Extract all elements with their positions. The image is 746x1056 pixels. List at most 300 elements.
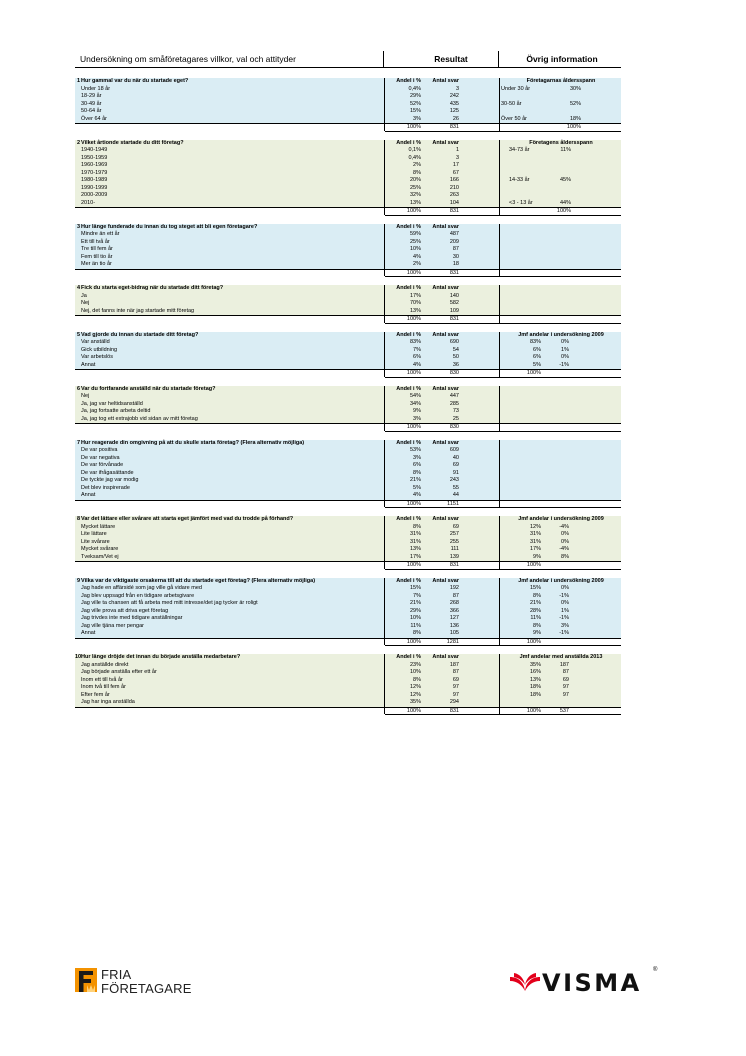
question-header-row: [75, 578, 621, 586]
column-divider: [499, 140, 500, 215]
row-label: Annat: [81, 630, 96, 636]
info-value: 9%: [533, 553, 541, 560]
column-divider: [384, 578, 385, 646]
row-percent: 4%: [413, 361, 421, 368]
info-column-header: Jmf andelar i undersökning 2009: [518, 331, 604, 338]
info-value: 69: [562, 676, 569, 683]
row-count: 366: [449, 607, 459, 614]
row-label: De tyckte jag var modig: [81, 477, 139, 483]
total-percent: 100%: [406, 269, 421, 276]
question-header-row: [75, 224, 621, 232]
column-divider: [499, 578, 500, 646]
row-count: 44: [452, 492, 459, 498]
question-text: Hur gammal var du när du startade eget?: [81, 78, 189, 84]
table-row: [75, 623, 621, 631]
row-percent: 6%: [413, 462, 421, 468]
question-number: 7: [76, 439, 80, 446]
total-count: 831: [449, 316, 459, 322]
row-percent: 29%: [409, 93, 421, 99]
row-percent: 59%: [409, 231, 421, 237]
row-percent: 0,4%: [408, 154, 421, 161]
row-count: 104: [449, 199, 459, 206]
row-label: Jag trivdes inte med tidigare anställningar: [81, 615, 183, 621]
table-row: [75, 177, 621, 185]
table-row: [75, 347, 621, 355]
row-label: 30-49 år: [81, 100, 102, 107]
question-header-row: [75, 78, 621, 86]
row-percent: 11%: [410, 622, 421, 629]
table-row: [75, 662, 621, 670]
row-percent: 9%: [413, 408, 421, 414]
row-percent: 0,1%: [408, 147, 421, 153]
andel-column-header: Andel i %: [396, 139, 421, 146]
info-value: 44%: [559, 199, 571, 206]
row-count: 69: [452, 523, 459, 530]
row-label: De var förvånade: [81, 462, 124, 468]
info-column-header: Jmf andelar med anställda 2013: [519, 654, 603, 660]
info-value: 8%: [533, 592, 541, 599]
table-row: [75, 600, 621, 608]
info-value: 17%: [529, 546, 541, 552]
column-divider: [499, 78, 500, 131]
row-label: Mycket svårare: [81, 546, 119, 552]
column-divider: [384, 654, 385, 714]
antal-column-header: Antal svar: [432, 654, 459, 660]
row-percent: 3%: [413, 415, 421, 422]
question-number: 5: [76, 331, 80, 338]
total-count: 831: [449, 707, 459, 714]
table-row: [75, 162, 621, 170]
row-count: 209: [449, 238, 459, 245]
row-count: 285: [449, 400, 459, 407]
info-value: 0%: [561, 354, 569, 360]
antal-column-header: Antal svar: [432, 78, 459, 84]
info-value: 9%: [533, 630, 541, 636]
total-percent: 100%: [406, 124, 421, 130]
row-percent: 3%: [413, 454, 421, 461]
info-value: 0%: [561, 531, 569, 537]
info-value: 3%: [561, 622, 569, 629]
total-underline: [385, 507, 621, 508]
question-header-row: [75, 140, 621, 148]
row-count: 17: [452, 162, 459, 168]
question-header-row: [75, 285, 621, 293]
column-divider: [499, 654, 500, 714]
table-row: [75, 477, 621, 485]
row-label: Ett till två år: [81, 238, 110, 245]
info-value: 6%: [533, 346, 541, 353]
row-label: 2010-: [81, 199, 96, 206]
row-count: 243: [449, 477, 459, 483]
row-label: Gick utbildning: [81, 346, 118, 353]
column-divider: [384, 224, 385, 277]
row-label: 1960-1969: [81, 162, 108, 168]
row-label: 1980-1989: [81, 177, 108, 183]
row-count: 73: [452, 408, 459, 414]
document-title: Undersökning om småföretagares villkor, val och attityder: [80, 54, 296, 64]
table-row: [75, 261, 621, 270]
info-value: -4%: [559, 523, 569, 530]
total-info-value: 100%: [526, 562, 541, 568]
question-text: Hur länge funderade du innan du tog steget att bli egen företagare?: [81, 223, 258, 230]
question-text: Var du fortfarande anställd när du startade företag?: [81, 385, 216, 392]
column-divider: [384, 332, 385, 377]
row-label: Det blev inspirerade: [81, 484, 130, 491]
result-column-title: Resultat: [434, 54, 468, 64]
row-percent: 15%: [409, 585, 421, 591]
survey-document: [75, 49, 621, 715]
table-row: [75, 93, 621, 101]
row-count: 50: [452, 354, 459, 360]
row-label: 18-29 år: [81, 93, 102, 99]
info-value: 52%: [569, 100, 581, 107]
row-count: 3: [455, 154, 459, 161]
table-row: [75, 546, 621, 554]
question-block: [75, 78, 621, 132]
row-count: 263: [449, 192, 459, 198]
table-row: [75, 455, 621, 463]
info-value: 187: [559, 661, 569, 668]
info-value: 1%: [561, 346, 569, 353]
info-value: 87: [562, 669, 569, 675]
question-header-row: [75, 332, 621, 340]
row-percent: 12%: [409, 691, 421, 698]
table-row: [75, 155, 621, 163]
question-text: Vilka var de viktigaste orsakerna till att du startade eget företag? (Flera alternativ möjliga): [81, 577, 316, 584]
column-divider: [384, 140, 385, 215]
total-underline: [385, 645, 621, 646]
visma-logo-mark-icon: [508, 969, 542, 997]
row-label: Ja, jag var heltidsanställd: [81, 400, 143, 407]
row-label: Jag ville prova att driva eget företag: [81, 607, 169, 614]
row-count: 111: [450, 546, 459, 552]
info-value: 97: [562, 684, 569, 690]
row-count: 67: [452, 169, 459, 176]
row-label: De var positiva: [81, 447, 118, 453]
antal-column-header: Antal svar: [432, 139, 459, 146]
row-percent: 13%: [409, 307, 421, 314]
info-value: 0%: [561, 339, 569, 345]
info-value: -1%: [559, 592, 569, 599]
info-value: <3 - 13 år: [509, 199, 533, 206]
row-label: Ja, jag tog ett extrajobb vid sidan av mitt företag: [81, 415, 198, 422]
info-value: 5%: [533, 361, 541, 368]
row-count: 87: [452, 669, 459, 675]
info-value: 83%: [529, 339, 541, 345]
column-divider: [384, 78, 385, 131]
andel-column-header: Andel i %: [396, 78, 421, 84]
row-count: 55: [452, 484, 459, 491]
row-percent: 7%: [413, 592, 421, 599]
row-count: 140: [449, 292, 459, 299]
table-row: [75, 101, 621, 109]
row-count: 25: [452, 415, 459, 422]
info-value: Under 30 år: [501, 85, 531, 92]
row-percent: 8%: [413, 469, 421, 476]
question-text: Hur reagerade din omgivning på att du skulle starta företag? (Flera alternativ möjliga): [81, 439, 305, 446]
total-percent: 100%: [406, 707, 421, 714]
table-row: [75, 246, 621, 254]
row-label: Jag blev uppsagd från en tidigare arbetsgivare: [81, 592, 195, 599]
question-number: 3: [76, 223, 80, 230]
visma-logo: [508, 967, 668, 997]
table-row: [75, 86, 621, 94]
row-label: Tveksam/Vet ej: [81, 553, 119, 560]
row-label: Nej: [81, 393, 90, 399]
row-label: Annat: [81, 492, 96, 498]
row-count: 105: [449, 630, 459, 636]
info-value: 12%: [529, 523, 541, 530]
row-label: Ja: [81, 292, 87, 299]
row-count: 139: [449, 553, 459, 560]
andel-column-header: Andel i %: [396, 385, 421, 392]
row-label: Jag hade en affärsidé som jag ville gå vidare med: [81, 585, 202, 591]
table-row: [75, 585, 621, 593]
info-value: -1%: [559, 630, 569, 636]
row-label: 50-64 år: [81, 108, 102, 114]
total-underline: [385, 323, 621, 324]
row-label: Var anställd: [81, 339, 110, 345]
question-number: 8: [76, 516, 80, 522]
info-value: Över 50 år: [501, 115, 527, 122]
row-count: 125: [449, 108, 459, 114]
row-count: 255: [449, 538, 459, 545]
info-value: 30-50 år: [501, 100, 522, 107]
column-divider: [384, 285, 385, 323]
table-row: [75, 470, 621, 478]
info-value: 31%: [529, 531, 541, 537]
total-count: 831: [449, 562, 459, 568]
row-label: 1940-1949: [81, 147, 108, 153]
row-percent: 34%: [409, 400, 421, 407]
info-column-header: Jmf andelar i undersökning 2009: [518, 516, 604, 522]
total-count: 831: [449, 208, 459, 214]
row-label: Under 18 år: [81, 85, 111, 92]
info-value: 8%: [533, 622, 541, 629]
question-header-row: [75, 440, 621, 448]
table-row: [75, 492, 621, 501]
info-value: 34-73 år: [509, 147, 530, 153]
visma-registered-mark: ®: [653, 967, 658, 973]
info-value: -1%: [559, 615, 569, 621]
row-count: 54: [452, 346, 459, 353]
row-label: Ja, jag fortsatte arbeta deltid: [81, 408, 151, 414]
row-percent: 4%: [413, 492, 421, 498]
row-count: 447: [449, 393, 459, 399]
row-percent: 23%: [409, 661, 421, 668]
table-row: [75, 401, 621, 409]
column-divider: [384, 386, 385, 431]
fria-foretagare-logo: [75, 968, 215, 1004]
question-block: [75, 285, 621, 324]
row-label: Fem till tio år: [81, 253, 113, 260]
info-value: 97: [562, 691, 569, 698]
row-percent: 4%: [413, 253, 421, 260]
andel-column-header: Andel i %: [396, 331, 421, 338]
row-count: 87: [452, 592, 459, 599]
table-row: [75, 608, 621, 616]
total-percent: 100%: [406, 208, 421, 214]
row-label: Mer än tio år: [81, 261, 112, 267]
row-percent: 6%: [413, 354, 421, 360]
table-row: [75, 300, 621, 308]
info-value: 14-33 år: [509, 177, 530, 183]
info-value: 45%: [559, 177, 571, 183]
row-count: 97: [452, 684, 459, 690]
row-percent: 21%: [409, 477, 421, 483]
row-label: Över 64 år: [81, 115, 107, 122]
row-label: Nej: [81, 300, 90, 306]
row-label: Nej, det fanns inte när jag startade mitt företag: [81, 307, 195, 314]
row-count: 242: [449, 93, 459, 99]
total-percent: 100%: [406, 562, 421, 568]
row-count: 18: [452, 261, 459, 267]
total-underline: [385, 714, 621, 715]
row-label: Mycket lättare: [81, 523, 116, 530]
total-percent: 100%: [406, 370, 421, 376]
andel-column-header: Andel i %: [396, 439, 421, 446]
header-divider: [383, 51, 384, 67]
table-row: [75, 231, 621, 239]
table-row: [75, 615, 621, 623]
row-percent: 7%: [413, 346, 421, 353]
row-percent: 29%: [409, 607, 421, 614]
row-count: 690: [449, 339, 459, 345]
row-percent: 8%: [413, 676, 421, 683]
question-text: Var det lättare eller svårare att starta eget jämfört med vad du trodde på förhand?: [81, 516, 294, 522]
row-percent: 15%: [409, 108, 421, 114]
row-percent: 83%: [409, 339, 421, 345]
fria-logo-line2: FÖRETAGARE: [101, 981, 192, 996]
question-text: Hur länge dröjde det innan du började anställa medarbetare?: [81, 654, 241, 660]
table-row: [75, 339, 621, 347]
info-value: 6%: [533, 354, 541, 360]
andel-column-header: Andel i %: [396, 285, 421, 291]
row-percent: 13%: [409, 199, 421, 206]
row-count: 187: [449, 661, 459, 668]
info-value: 11%: [560, 147, 571, 153]
row-label: Var arbetslös: [81, 354, 113, 360]
info-value: 16%: [529, 669, 541, 675]
total-percent: 100%: [406, 424, 421, 430]
table-row: [75, 692, 621, 700]
row-percent: 5%: [413, 484, 421, 491]
column-divider: [499, 440, 500, 508]
row-label: 1990-1999: [81, 184, 108, 191]
row-count: 3: [455, 85, 459, 92]
antal-column-header: Antal svar: [432, 439, 459, 446]
row-count: 435: [449, 100, 459, 107]
total-underline: [385, 377, 621, 378]
question-number: 2: [76, 139, 80, 146]
row-count: 91: [452, 469, 459, 476]
row-percent: 8%: [413, 630, 421, 636]
row-count: 257: [449, 531, 459, 537]
row-label: Efter fem år: [81, 691, 110, 698]
info-value: 18%: [529, 684, 541, 690]
info-value: 8%: [561, 553, 569, 560]
row-percent: 0,4%: [408, 85, 421, 92]
total-percent: 100%: [406, 500, 421, 507]
column-divider: [499, 332, 500, 377]
row-percent: 52%: [409, 100, 421, 107]
info-value: 11%: [530, 615, 541, 621]
row-percent: 31%: [409, 531, 421, 537]
row-percent: 3%: [413, 115, 421, 122]
info-value: 18%: [569, 115, 581, 122]
row-percent: 25%: [409, 184, 421, 191]
question-block: [75, 332, 621, 378]
row-percent: 2%: [413, 261, 421, 267]
total-count: 830: [449, 424, 459, 430]
column-divider: [499, 516, 500, 569]
antal-column-header: Antal svar: [432, 385, 459, 392]
row-percent: 10%: [409, 615, 421, 621]
row-count: 210: [449, 184, 459, 191]
row-count: 268: [449, 600, 459, 606]
row-percent: 53%: [409, 447, 421, 453]
info-value: 0%: [561, 538, 569, 545]
header-divider: [498, 51, 499, 67]
table-row: [75, 462, 621, 470]
row-percent: 10%: [409, 669, 421, 675]
table-row: [75, 354, 621, 362]
table-row: [75, 170, 621, 178]
total-info-value: 100%: [526, 638, 541, 645]
row-label: 2000-2009: [81, 192, 108, 198]
info-value: 35%: [529, 661, 541, 668]
row-label: Annat: [81, 361, 96, 368]
row-label: Mindre än ett år: [81, 231, 120, 237]
total-info-value: 537: [559, 707, 569, 714]
row-percent: 17%: [409, 553, 421, 560]
table-row: [75, 684, 621, 692]
question-block: [75, 440, 621, 509]
total-count: 831: [449, 124, 459, 130]
table-row: [75, 416, 621, 425]
row-percent: 35%: [409, 699, 421, 705]
fria-logo-mark-icon: [75, 968, 97, 996]
total-underline: [385, 215, 621, 216]
antal-column-header: Antal svar: [432, 516, 459, 522]
row-count: 609: [449, 447, 459, 453]
fria-logo-line1: FRIA: [101, 967, 132, 982]
question-text: Vilket årtionde startade du ditt företag?: [81, 139, 184, 146]
document-header: [75, 49, 621, 68]
table-row: [75, 408, 621, 416]
row-count: 487: [449, 231, 459, 237]
row-count: 166: [449, 177, 459, 183]
row-percent: 17%: [409, 292, 421, 299]
row-label: De var ifrågasättande: [81, 469, 134, 476]
row-label: 1970-1979: [81, 169, 108, 176]
row-count: 36: [452, 361, 459, 368]
table-row: [75, 308, 621, 317]
row-percent: 21%: [409, 600, 421, 606]
row-percent: 8%: [413, 523, 421, 530]
total-underline: [385, 569, 621, 570]
antal-column-header: Antal svar: [432, 285, 459, 291]
table-row: [75, 254, 621, 262]
info-column-header: Företagens åldersspann: [529, 139, 593, 146]
antal-column-header: Antal svar: [432, 331, 459, 338]
total-info-value: 100%: [526, 707, 541, 714]
row-count: 294: [449, 699, 459, 705]
table-row: [75, 524, 621, 532]
table-row: [75, 200, 621, 209]
row-label: Lite lättare: [81, 531, 107, 537]
table-row: [75, 531, 621, 539]
